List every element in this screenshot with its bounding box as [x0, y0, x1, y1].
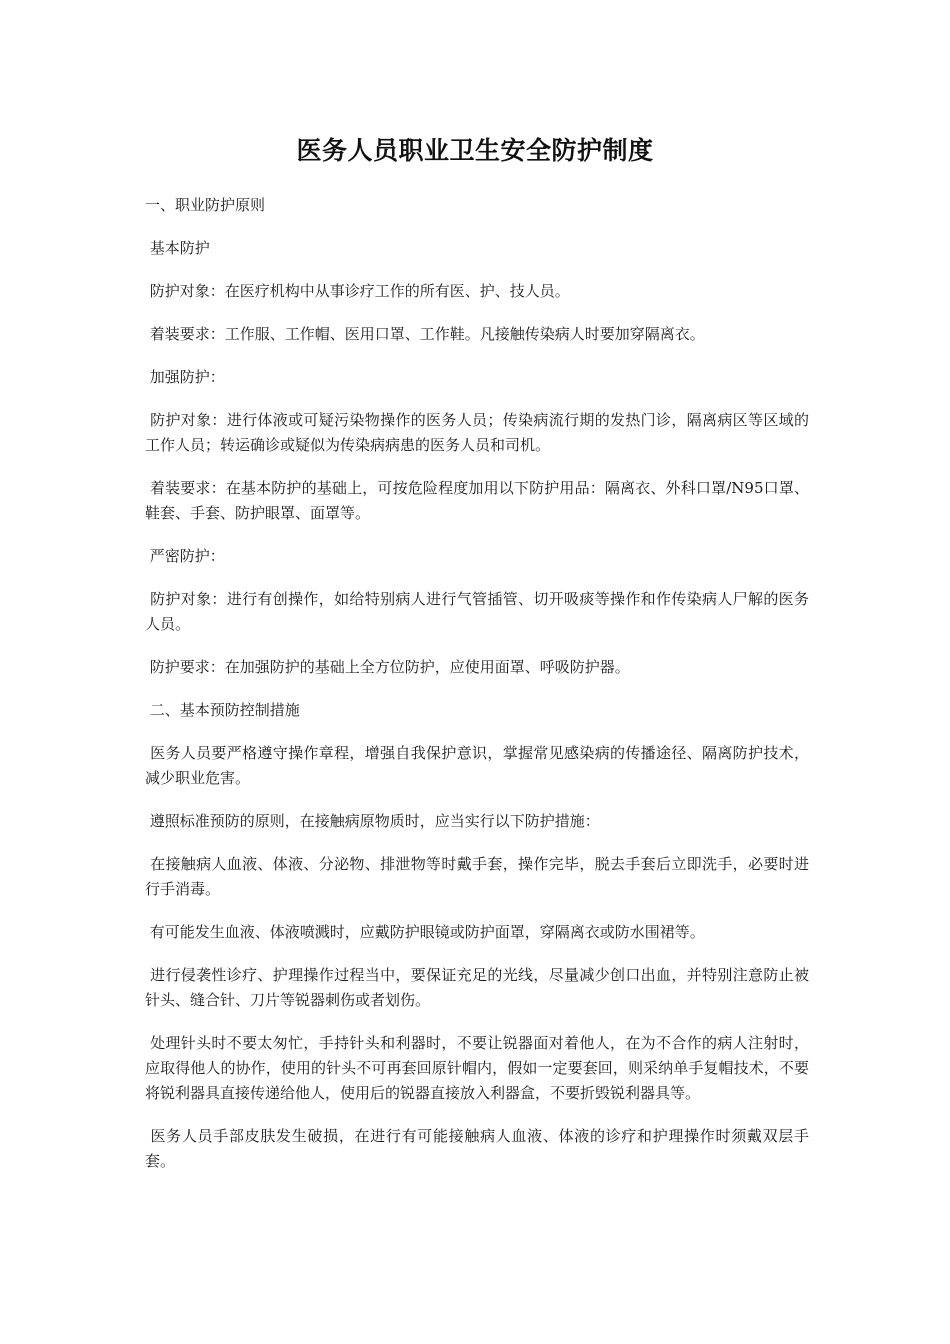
document-title: 医务人员职业卫生安全防护制度 [296, 136, 654, 165]
paragraph: 防护要求：在加强防护的基础上全方位防护，应使用面罩、呼吸防护器。 [145, 658, 630, 676]
paragraph: 着装要求：工作服、工作帽、医用口罩、工作鞋。凡接触传染病人时要加穿隔离衣。 [145, 325, 705, 343]
subheading-basic-protection: 基本防护 [145, 239, 210, 257]
paragraph: 着装要求：在基本防护的基础上，可按危险程度加用以下防护用品：隔离衣、外科口罩/N95口罩、鞋套、手套、防护眼罩、面罩等。 [145, 479, 809, 522]
subheading-strict-protection: 严密防护： [145, 547, 225, 565]
paragraph: 防护对象：进行有创操作，如给特别病人进行气管插管、切开吸痰等操作和作传染病人尸解的医务人员。 [145, 590, 809, 633]
paragraph: 医务人员手部皮肤发生破损，在进行有可能接触病人血液、体液的诊疗和护理操作时须戴双层手套。 [145, 1127, 809, 1170]
paragraph: 在接触病人血液、体液、分泌物、排泄物等时戴手套，操作完毕，脱去手套后立即洗手，必要时进行手消毒。 [145, 855, 809, 898]
paragraph: 进行侵袭性诊疗、护理操作过程当中，要保证充足的光线，尽量减少创口出血，并特别注意防止被针头、缝合针、刀片等锐器刺伤或者划伤。 [145, 966, 809, 1009]
paragraph: 医务人员要严格遵守操作章程，增强自我保护意识，掌握常见感染病的传播途径、隔离防护技术，减少职业危害。 [145, 744, 809, 787]
subheading-enhanced-protection: 加强防护： [145, 368, 225, 386]
document-body [145, 193, 809, 1192]
paragraph: 遵照标准预防的原则，在接触病原物质时，应当实行以下防护措施： [145, 812, 600, 830]
paragraph: 防护对象：进行体液或可疑污染物操作的医务人员；传染病流行期的发热门诊，隔离病区等区域的工作人员；转运确诊或疑似为传染病病患的医务人员和司机。 [145, 411, 809, 454]
paragraph: 处理针头时不要太匆忙，手持针头和利器时，不要让锐器面对着他人，在为不合作的病人注射时，应取得他人的协作，使用的针头不可再套回原针帽内，假如一定要套回，则采纳单手复帽技术，不要将锐利器具直接传递给他人，使用后的锐器直接放入利器盒，不要折毁锐利器具等。 [145, 1034, 809, 1102]
section-heading-principles: 一、职业防护原则 [145, 196, 266, 214]
paragraph: 防护对象：在医疗机构中从事诊疗工作的所有医、护、技人员。 [145, 282, 570, 300]
paragraph: 有可能发生血液、体液喷溅时，应戴防护眼镜或防护面罩，穿隔离衣或防水围裙等。 [145, 923, 705, 941]
section-heading-prevention: 二、基本预防控制措施 [145, 701, 300, 719]
